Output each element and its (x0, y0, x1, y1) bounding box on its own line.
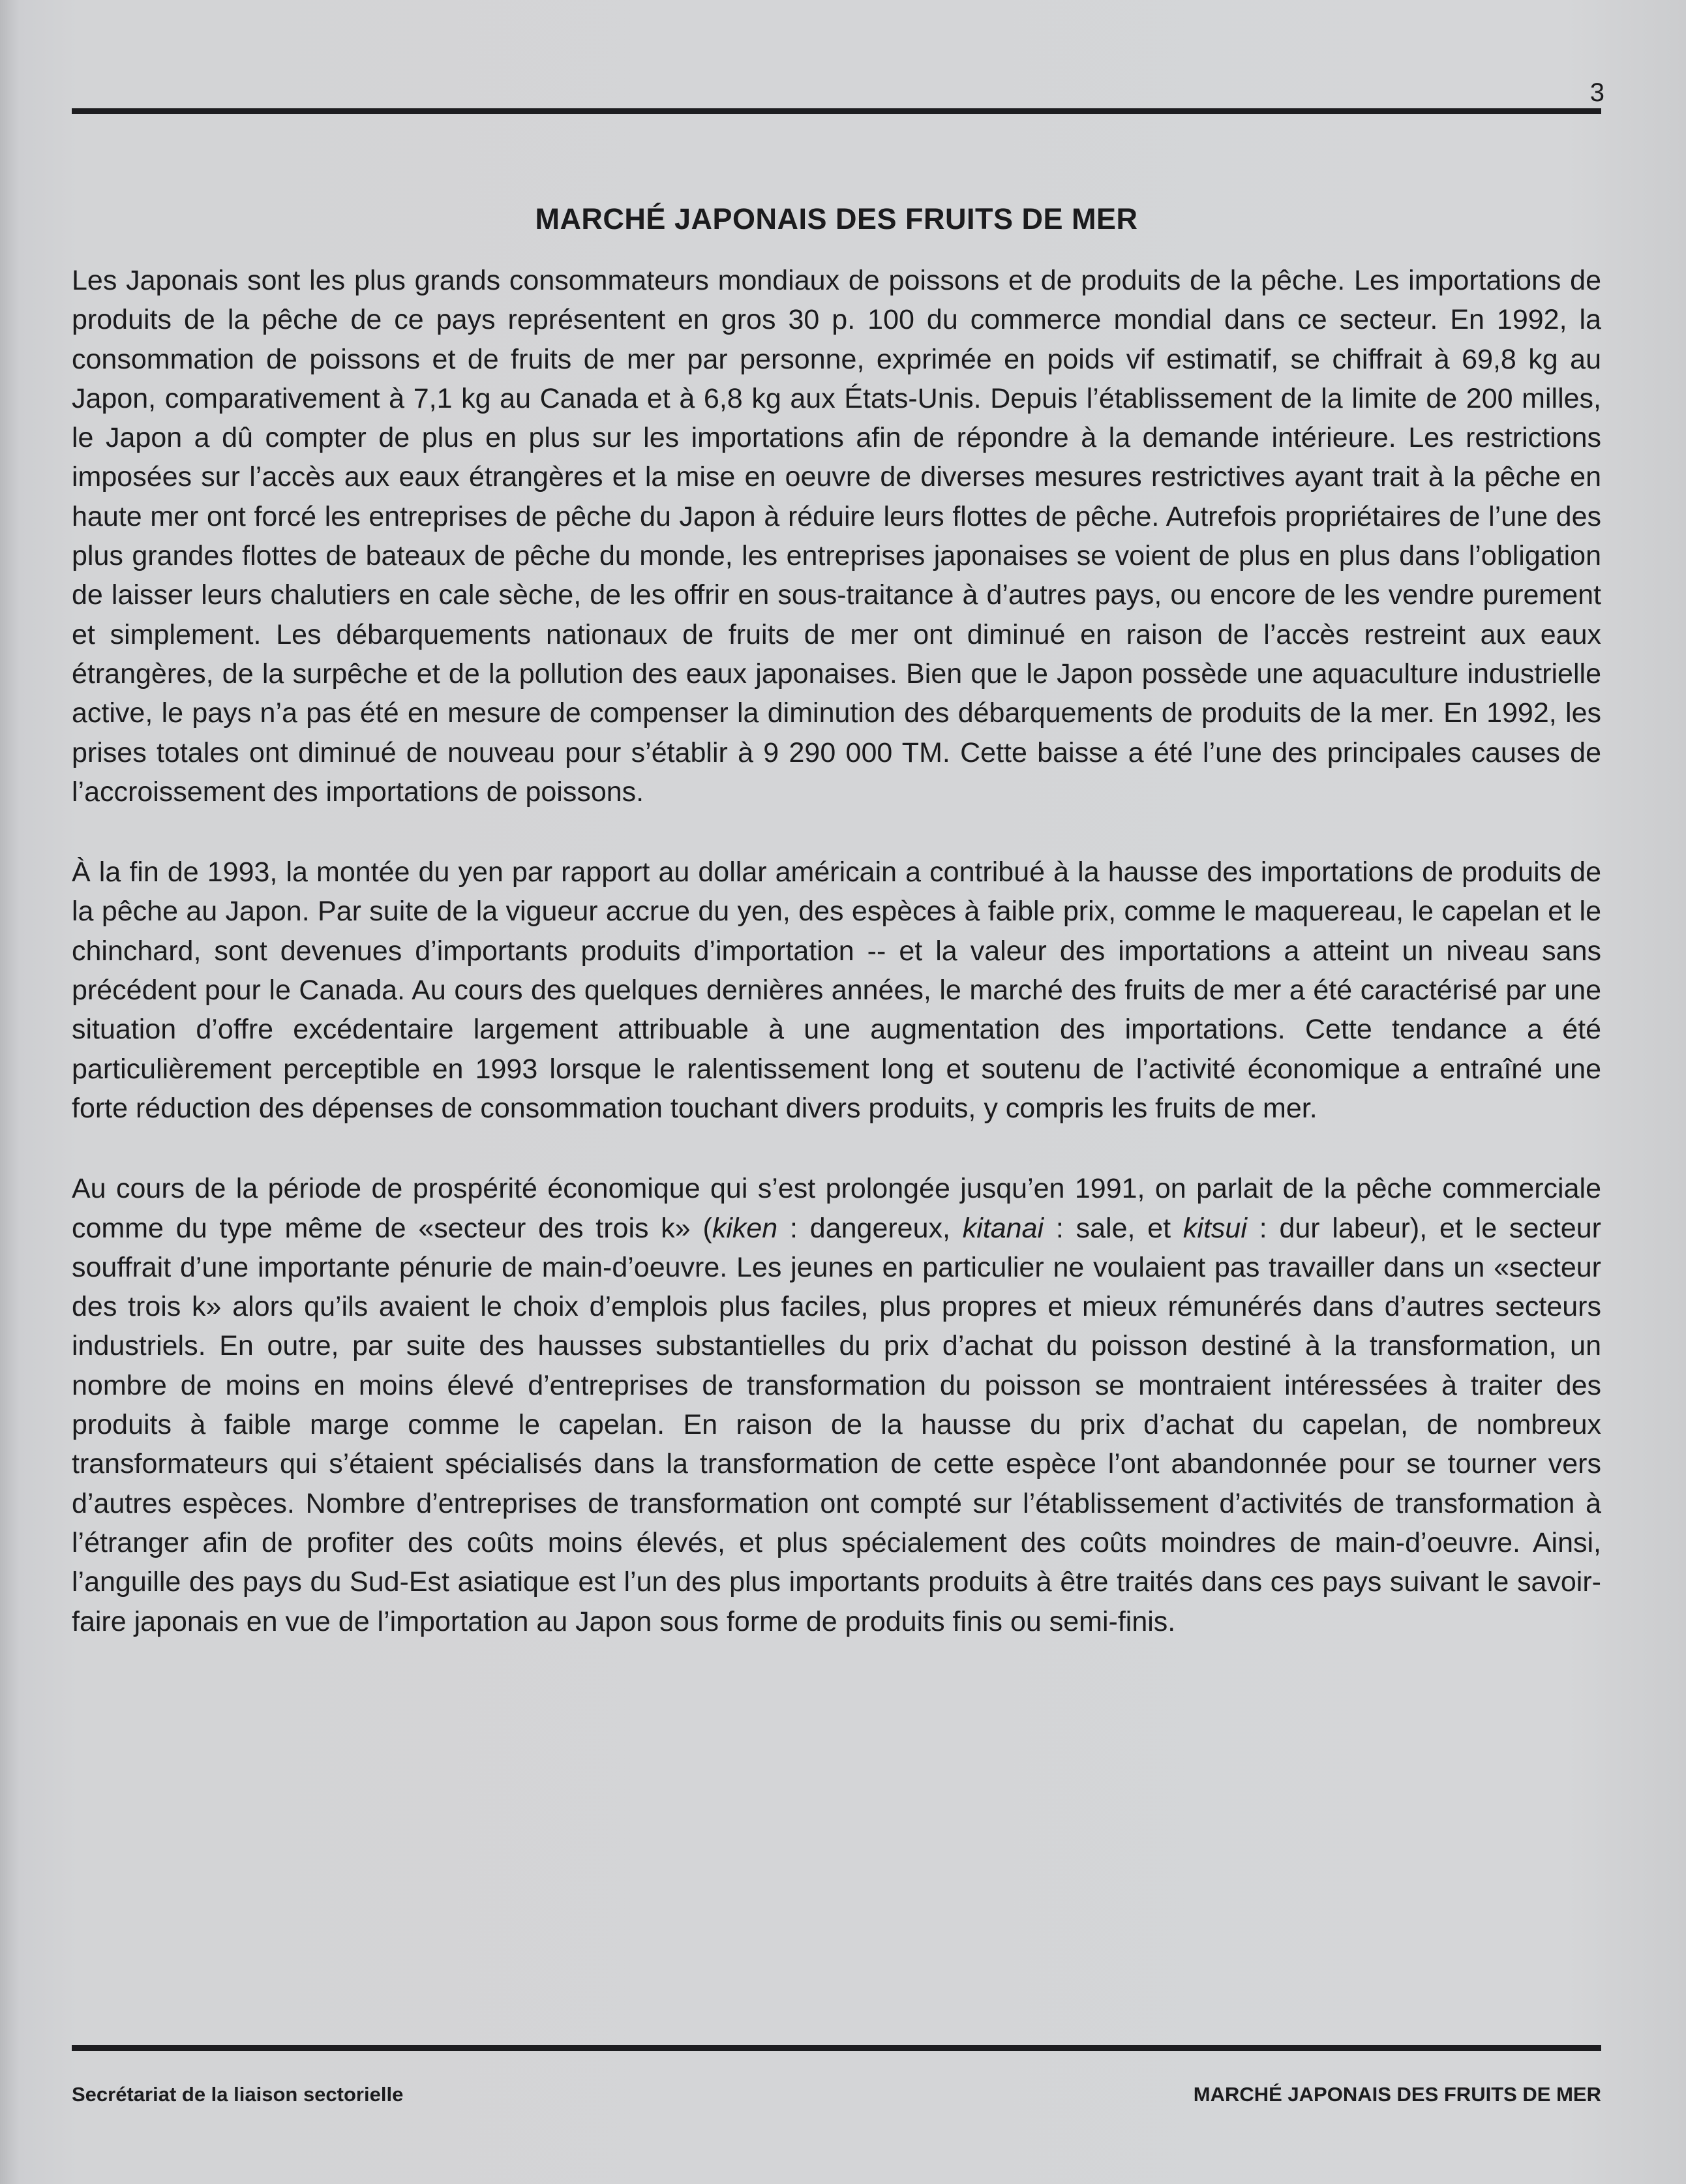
page-number: 3 (1589, 78, 1604, 107)
paragraph-3-text-3: : sale, et (1044, 1212, 1183, 1244)
paragraph-2: À la fin de 1993, la montée du yen par rapport au dollar américain a contribué à la hausse des importations de produits de la pêche au Japon. Par suite de la vigueur accrue du yen, des espèces à faible prix, comme le maquereau, le capelan et le chinchard, sont devenues d’importants produits d’importation -- et la valeur des importations a atteint un niveau sans précédent pour le Canada. Au cours des quelques dernières années, le marché des fruits de mer a été caractérisé par une situation d’offre excédentaire largement attribuable à une augmentation des importations. Cette tendance a été particulièrement perceptible en 1993 lorsque le ralentissement long et soutenu de l’activité économique a entraîné une forte réduction des dépenses de consommation touchant divers produits, y compris les fruits de mer. (72, 857, 1601, 1124)
footer-organization: Secrétariat de la liaison sectorielle (72, 2083, 404, 2106)
term-kiken: kiken (712, 1212, 778, 1244)
footer-title: MARCHÉ JAPONAIS DES FRUITS DE MER (1193, 2083, 1601, 2106)
footer-rule (72, 2045, 1601, 2051)
term-kitsui: kitsui (1182, 1212, 1247, 1244)
paragraph-3-text-1: Au cours de la période de prospérité économique qui s’est prolongée jusqu’en 1991, on parlait de la pêche commerciale comme du type même de «secteur des trois k» ( (72, 1173, 1601, 1244)
page-title: MARCHÉ JAPONAIS DES FRUITS DE MER (535, 202, 1138, 236)
paragraph-3 (72, 1169, 1601, 1641)
paragraph-3-text-4: : dur labeur), et le secteur souffrait d’une importante pénurie de main-d’oeuvre. Les jeunes en particulier ne voulaient pas travailler dans un «secteur des trois k» alors qu’ils avaient le choix d’emplois plus faciles, plus propres et mieux rémunérés dans d’autres secteurs industriels. En outre, par suite des hausses substantielles du prix d’achat du poisson destiné à la transformation, un nombre de moins en moins élevé d’entreprises de transformation du poisson se montraient intéressées à traiter des produits à faible marge comme le capelan. En raison de la hausse du prix d’achat du capelan, de nombreux transformateurs qui s’étaient spécialisés dans la transformation de cette espèce l’ont abandonnée pour se tourner vers d’autres espèces. Nombre d’entreprises de transformation ont compté sur l’établissement d’activités de transformation à l’étranger afin de profiter des coûts moins élevés, et plus spécialement des coûts moindres de main-d’oeuvre. Ainsi, l’anguille des pays du Sud-Est asiatique est l’un des plus importants produits à être traités dans ces pays suivant le savoir-faire japonais en vue de l’importation au Japon sous forme de produits finis ou semi-finis. (72, 1212, 1601, 1637)
body-text (72, 261, 1601, 1641)
paragraph-3-text-2: : dangereux, (777, 1212, 963, 1244)
term-kitanai: kitanai (962, 1212, 1044, 1244)
header-rule (72, 108, 1601, 114)
paragraph-1: Les Japonais sont les plus grands consommateurs mondiaux de poissons et de produits de la pêche. Les importations de produits de la pêche de ce pays représentent en gros 30 p. 100 du commerce mondial dans ce secteur. En 1992, la consommation de poissons et de fruits de mer par personne, exprimée en poids vif estimatif, se chiffrait à 69,8 kg au Japon, comparativement à 7,1 kg au Canada et à 6,8 kg aux États-Unis. Depuis l’établissement de la limite de 200 milles, le Japon a dû compter de plus en plus sur les importations afin de répondre à la demande intérieure. Les restrictions imposées sur l’accès aux eaux étrangères et la mise en oeuvre de diverses mesures restrictives ayant trait à la pêche en haute mer ont forcé les entreprises de pêche du Japon à réduire leurs flottes de pêche. Autrefois propriétaires de l’une des plus grandes flottes de bateaux de pêche du monde, les entreprises japonaises se voient de plus en plus dans l’obligation de laisser leurs chalutiers en cale sèche, de les offrir en sous-traitance à d’autres pays, ou encore de les vendre purement et simplement. Les débarquements nationaux de fruits de mer ont diminué en raison de l’accès restreint aux eaux étrangères, de la surpêche et de la pollution des eaux japonaises. Bien que le Japon possède une aquaculture industrielle active, le pays n’a pas été en mesure de compenser la diminution des débarquements de produits de la mer. En 1992, les prises totales ont diminué de nouveau pour s’établir à 9 290 000 TM. Cette baisse a été l’une des principales causes de l’accroissement des importations de poissons. (72, 265, 1601, 808)
